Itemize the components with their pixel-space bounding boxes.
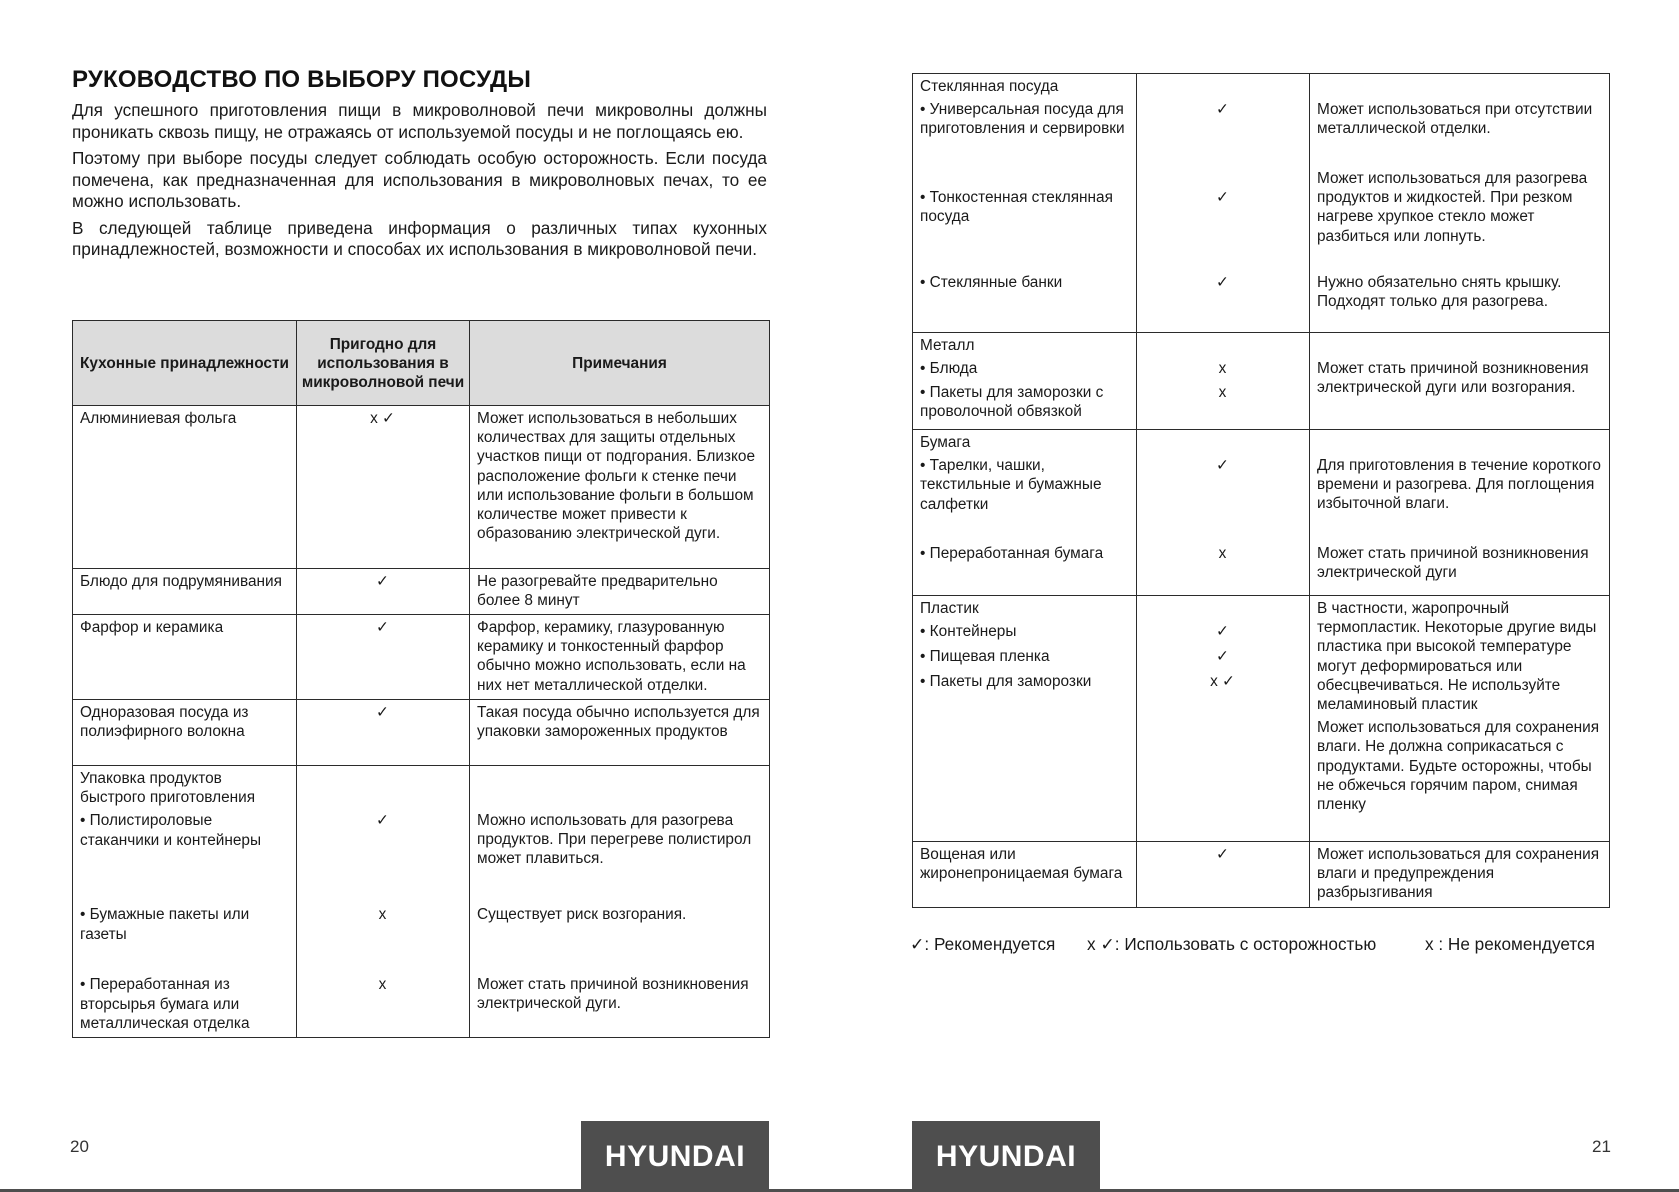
table-row-group bbox=[913, 596, 1610, 842]
item-cell bbox=[913, 596, 1137, 842]
page-number: 21 bbox=[1592, 1137, 1611, 1156]
table-row-group bbox=[913, 430, 1610, 596]
table-row bbox=[913, 842, 1610, 908]
suitability-mark: ✓ bbox=[297, 615, 470, 700]
suitability-mark: ✓ bbox=[1216, 274, 1229, 291]
item-cell bbox=[913, 74, 1137, 333]
legend-not-recommended: x : Не рекомендуется bbox=[1425, 934, 1595, 954]
item-cell bbox=[913, 430, 1137, 596]
sub-item: • Пакеты для заморозки с проволочной обвязкой bbox=[920, 384, 1104, 421]
hyundai-logo: HYUNDAI bbox=[581, 1121, 769, 1192]
suitability-mark-group bbox=[1137, 430, 1310, 596]
note-cell: Может использоваться для сохранения влаги и предупреждения разбрызгивания bbox=[1310, 842, 1610, 908]
suitability-mark: ✓ bbox=[297, 569, 470, 615]
note-cell: Такая посуда обычно используется для упаковки замороженных продуктов bbox=[470, 700, 770, 766]
note-text: Может стать причиной возникновения электрической дуги. bbox=[477, 976, 749, 1013]
page-number: 20 bbox=[70, 1137, 89, 1156]
item-cell: Вощеная или жиронепроницаемая бумага bbox=[913, 842, 1137, 908]
header-cell: Кухонные принадлежности bbox=[73, 321, 297, 406]
sub-item: • Пищевая пленка bbox=[920, 648, 1050, 666]
suitability-mark: x ✓ bbox=[1210, 673, 1235, 690]
group-title: Металл bbox=[920, 337, 975, 354]
suitability-mark-group bbox=[1137, 596, 1310, 842]
group-title: Стеклянная посуда bbox=[920, 78, 1059, 95]
table-row bbox=[73, 700, 770, 766]
suitability-mark: ✓ bbox=[1216, 101, 1229, 118]
item-cell: Фарфор и керамика bbox=[73, 615, 297, 700]
sub-item: • Пакеты для заморозки bbox=[920, 673, 1092, 691]
page-title: РУКОВОДСТВО ПО ВЫБОРУ ПОСУДЫ bbox=[72, 66, 532, 93]
note-cell: Не разогревайте предварительно более 8 минут bbox=[470, 569, 770, 615]
note-text: В частности, жаропрочный термопластик. Некоторые другие виды пластика при высокой температуре могут деформироваться или обесцвечиваться. Не используйте меламиновый пластик bbox=[1317, 600, 1597, 714]
suitability-mark: x bbox=[378, 906, 387, 923]
suitability-mark: ✓ bbox=[1216, 189, 1229, 206]
sub-item: • Контейнеры bbox=[920, 623, 1017, 641]
table-row-group bbox=[73, 766, 770, 1038]
item-cell: Блюдо для подрумянивания bbox=[73, 569, 297, 615]
note-cell bbox=[1310, 333, 1610, 430]
item-cell: Одноразовая посуда из полиэфирного волокна bbox=[73, 700, 297, 766]
note-text: Может стать причиной возникновения электрической дуги bbox=[1317, 545, 1589, 582]
note-cell: Может использоваться в небольших количествах для защиты отдельных участков пищи от подгорания. Близкое расположение фольги к стенке печи или использование фольги в большом количестве может привести к образованию электрической дуги. bbox=[470, 406, 770, 569]
intro-paragraph: Поэтому при выборе посуды следует соблюдать особую осторожность. Если посуда помечена, как предназначенная для использования в микроволновых печах, то ее можно использовать. bbox=[72, 148, 767, 211]
note-text: Нужно обязательно снять крышку. Подходят только для разогрева. bbox=[1317, 274, 1562, 311]
sub-item: • Переработанная бумага bbox=[920, 545, 1104, 563]
suitability-mark: ✓ bbox=[376, 812, 389, 829]
suitability-mark: ✓ bbox=[1216, 648, 1229, 665]
note-text: Может стать причиной возникновения электрической дуги или возгорания. bbox=[1317, 360, 1589, 397]
cookware-table-right bbox=[912, 73, 1610, 908]
sub-item: • Универсальная посуда для приготовления и сервировки bbox=[920, 101, 1125, 138]
item-cell: Алюминиевая фольга bbox=[73, 406, 297, 569]
table-row bbox=[73, 406, 770, 569]
header-cell: Примечания bbox=[470, 321, 770, 406]
note-cell-group bbox=[470, 766, 770, 1038]
table-row-group bbox=[913, 333, 1610, 430]
sub-item: • Полистироловые стаканчики и контейнеры bbox=[80, 812, 262, 849]
header-cell: Пригодно для использования в микроволновой печи bbox=[297, 321, 470, 406]
note-text: Существует риск возгорания. bbox=[477, 906, 687, 923]
note-cell-group bbox=[1310, 74, 1610, 333]
item-cell bbox=[73, 766, 297, 1038]
suitability-mark: ✓ bbox=[1137, 842, 1310, 908]
suitability-mark-group bbox=[297, 766, 470, 1038]
intro-paragraph: В следующей таблице приведена информация о различных типах кухонных принадлежностей, возможности и способах их использования в микроволновой печи. bbox=[72, 217, 767, 259]
cookware-table-left bbox=[72, 320, 770, 1038]
note-text: Может использоваться для сохранения влаги. Не должна соприкасаться с продуктами. Будьте осторожны, чтобы не обжечься горячим паром, снимая пленку bbox=[1317, 719, 1600, 814]
sub-item: • Тарелки, чашки, текстильные и бумажные салфетки bbox=[920, 457, 1102, 513]
suitability-mark: ✓ bbox=[297, 700, 470, 766]
suitability-mark: x bbox=[1218, 360, 1227, 377]
suitability-mark: ✓ bbox=[1216, 457, 1229, 474]
sub-item: • Блюда bbox=[920, 360, 978, 378]
intro-paragraph: Для успешного приготовления пищи в микроволновой печи микроволны должны проникать сквозь пищу, не отражаясь от используемой посуды и не поглощаясь ею. bbox=[72, 100, 767, 142]
sub-item: • Тонкостенная стеклянная посуда bbox=[920, 189, 1113, 226]
right-page bbox=[840, 0, 1679, 1192]
note-cell-group bbox=[1310, 430, 1610, 596]
note-cell-group bbox=[1310, 596, 1610, 842]
group-title: Бумага bbox=[920, 434, 971, 451]
table-header-row bbox=[73, 321, 770, 406]
note-text: Может использоваться при отсутствии металлической отделки. bbox=[1317, 101, 1593, 138]
note-cell: Фарфор, керамику, глазурованную керамику и тонкостенный фарфор обычно можно использовать, если на них нет металлической отделки. bbox=[470, 615, 770, 700]
note-text: Можно использовать для разогрева продуктов. При перегреве полистирол может плавиться. bbox=[477, 812, 752, 868]
suitability-mark-group bbox=[1137, 333, 1310, 430]
note-text: Может использоваться для разогрева продуктов и жидкостей. При резком нагреве хрупкое стекло может разбиться или лопнуть. bbox=[1317, 170, 1588, 245]
suitability-mark: ✓ bbox=[1216, 623, 1229, 640]
table-row bbox=[73, 569, 770, 615]
suitability-mark-group bbox=[1137, 74, 1310, 333]
group-title: Упаковка продуктов быстрого приготовления bbox=[80, 770, 256, 807]
group-title: Пластик bbox=[920, 600, 979, 617]
note-text: Для приготовления в течение короткого времени и разогрева. Для поглощения избыточной влаги. bbox=[1317, 457, 1601, 513]
sub-item: • Переработанная из вторсырья бумага или металлическая отделка bbox=[80, 976, 250, 1032]
sub-item: • Стеклянные банки bbox=[920, 274, 1063, 292]
legend-caution: x ✓: Использовать с осторожностью bbox=[1087, 934, 1377, 954]
legend-recommended: ✓: Рекомендуется bbox=[910, 934, 1056, 954]
sub-item: • Бумажные пакеты или газеты bbox=[80, 906, 250, 943]
intro-text bbox=[72, 100, 767, 266]
hyundai-logo: HYUNDAI bbox=[912, 1121, 1100, 1192]
item-cell bbox=[913, 333, 1137, 430]
suitability-mark: x bbox=[378, 976, 387, 993]
table-row-group bbox=[913, 74, 1610, 333]
suitability-mark: x bbox=[1218, 384, 1227, 401]
table-row bbox=[73, 615, 770, 700]
suitability-mark: x bbox=[1218, 545, 1227, 562]
suitability-mark: x ✓ bbox=[297, 406, 470, 569]
